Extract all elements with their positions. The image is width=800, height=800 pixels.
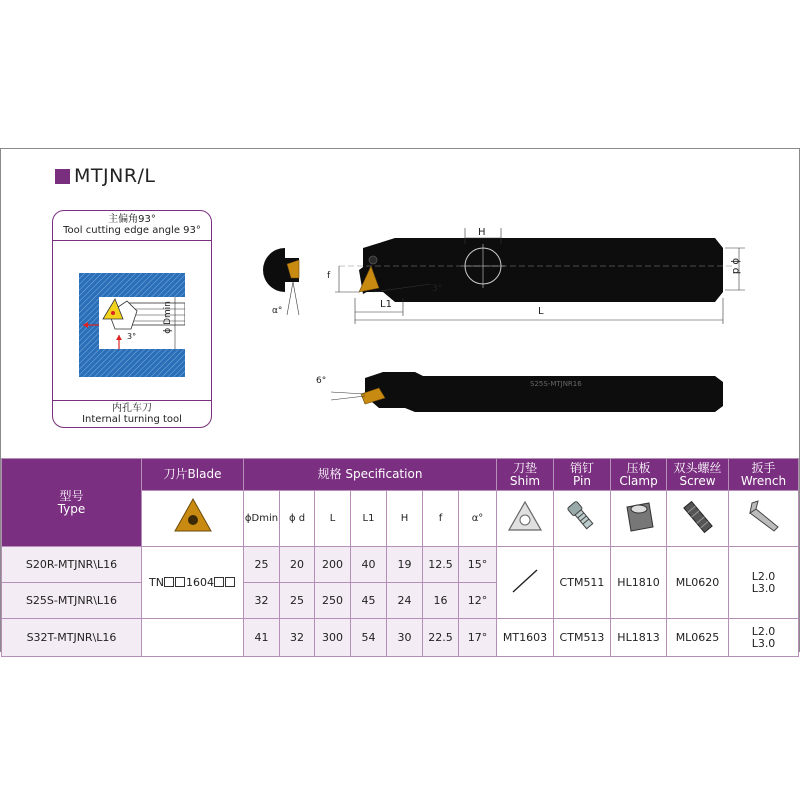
- blade-code: TN 1604: [142, 547, 244, 619]
- product-title-text: MTJNR/L: [74, 165, 156, 187]
- header-type: 型号 Type: [2, 459, 142, 547]
- pin-group2: CTM513: [554, 619, 611, 657]
- row2-alpha: 17°: [459, 619, 497, 657]
- spec-col-f: f: [423, 491, 459, 547]
- row0-L1: 40: [351, 547, 387, 583]
- pin-group1: CTM511: [554, 547, 611, 619]
- dimension-label-alpha: α°: [272, 306, 283, 316]
- cutting-angle-cn: 主偏角93°: [108, 214, 156, 225]
- blade-insert-icon: [142, 491, 244, 547]
- row0-alpha: 15°: [459, 547, 497, 583]
- spec-col-L1: L1: [351, 491, 387, 547]
- row0-dmin: 25: [244, 547, 280, 583]
- screw-group1: ML0620: [667, 547, 729, 619]
- info-box-footer: [53, 400, 211, 427]
- diagram-dmin-label: ϕ Dmin: [163, 301, 173, 334]
- row2-L1: 54: [351, 619, 387, 657]
- title-marker: [55, 169, 70, 184]
- row0-d: 20: [280, 547, 315, 583]
- row-type-1: S25S-MTJNR\L16: [2, 583, 142, 619]
- spec-col-alpha: α°: [459, 491, 497, 547]
- row1-H: 24: [387, 583, 423, 619]
- shim-group2: MT1603: [497, 619, 554, 657]
- bar-engraving: S25S-MTJNR16: [530, 380, 582, 388]
- dimension-label-6deg: 6°: [316, 376, 327, 386]
- spec-col-dmin: ϕDmin: [244, 491, 280, 547]
- internal-turning-en: Internal turning tool: [82, 414, 182, 425]
- screw-icon: [667, 491, 729, 547]
- header-clamp: 压板 Clamp: [611, 459, 667, 491]
- spec-table: [1, 458, 799, 657]
- row1-dmin: 32: [244, 583, 280, 619]
- product-title: [55, 165, 156, 187]
- spec-col-d: ϕ d: [280, 491, 315, 547]
- row0-H: 19: [387, 547, 423, 583]
- row2-d: 32: [280, 619, 315, 657]
- row2-f: 22.5: [423, 619, 459, 657]
- wrench-group1: L2.0 L3.0: [729, 547, 799, 619]
- clamp-group2: HL1813: [611, 619, 667, 657]
- row1-L: 250: [315, 583, 351, 619]
- header-specification: 规格 Specification: [244, 459, 497, 491]
- blade-row2-empty: [142, 619, 244, 657]
- header-blade: 刀片Blade: [142, 459, 244, 491]
- cutting-angle-info-box: [52, 210, 212, 428]
- row1-f: 16: [423, 583, 459, 619]
- cutting-angle-en: Tool cutting edge angle 93°: [63, 225, 201, 236]
- header-wrench: 扳手 Wrench: [729, 459, 799, 491]
- dimension-label-H: H: [478, 227, 486, 238]
- row2-H: 30: [387, 619, 423, 657]
- row1-alpha: 12°: [459, 583, 497, 619]
- row2-dmin: 41: [244, 619, 280, 657]
- header-shim: 刀垫 Shim: [497, 459, 554, 491]
- wrench-group2: L2.0 L3.0: [729, 619, 799, 657]
- info-box-header: [53, 211, 211, 241]
- internal-turning-cn: 内孔车刀: [112, 403, 152, 414]
- tool-holder-drawing: [255, 220, 755, 420]
- spec-col-L: L: [315, 491, 351, 547]
- clamp-icon: [611, 491, 667, 547]
- spec-col-H: H: [387, 491, 423, 547]
- screw-group2: ML0625: [667, 619, 729, 657]
- row1-d: 25: [280, 583, 315, 619]
- row2-L: 300: [315, 619, 351, 657]
- dimension-label-3deg: 3°: [432, 284, 443, 294]
- dimension-label-L1: L1: [380, 299, 392, 310]
- shim-icon: [497, 491, 554, 547]
- row-type-2: S32T-MTJNR\L16: [2, 619, 142, 657]
- row0-f: 12.5: [423, 547, 459, 583]
- shim-none: [497, 547, 554, 619]
- diagram-angle-label: 3°: [127, 332, 137, 341]
- row-type-0: S20R-MTJNR\L16: [2, 547, 142, 583]
- pin-icon: [554, 491, 611, 547]
- header-pin: 销钉 Pin: [554, 459, 611, 491]
- dimension-label-L: L: [538, 306, 544, 317]
- header-screw: 双头螺丝 Screw: [667, 459, 729, 491]
- row0-L: 200: [315, 547, 351, 583]
- dimension-label-phi-d: ϕ d: [730, 258, 741, 275]
- clamp-group1: HL1810: [611, 547, 667, 619]
- dimension-label-f: f: [327, 271, 331, 281]
- wrench-icon: [729, 491, 799, 547]
- row1-L1: 45: [351, 583, 387, 619]
